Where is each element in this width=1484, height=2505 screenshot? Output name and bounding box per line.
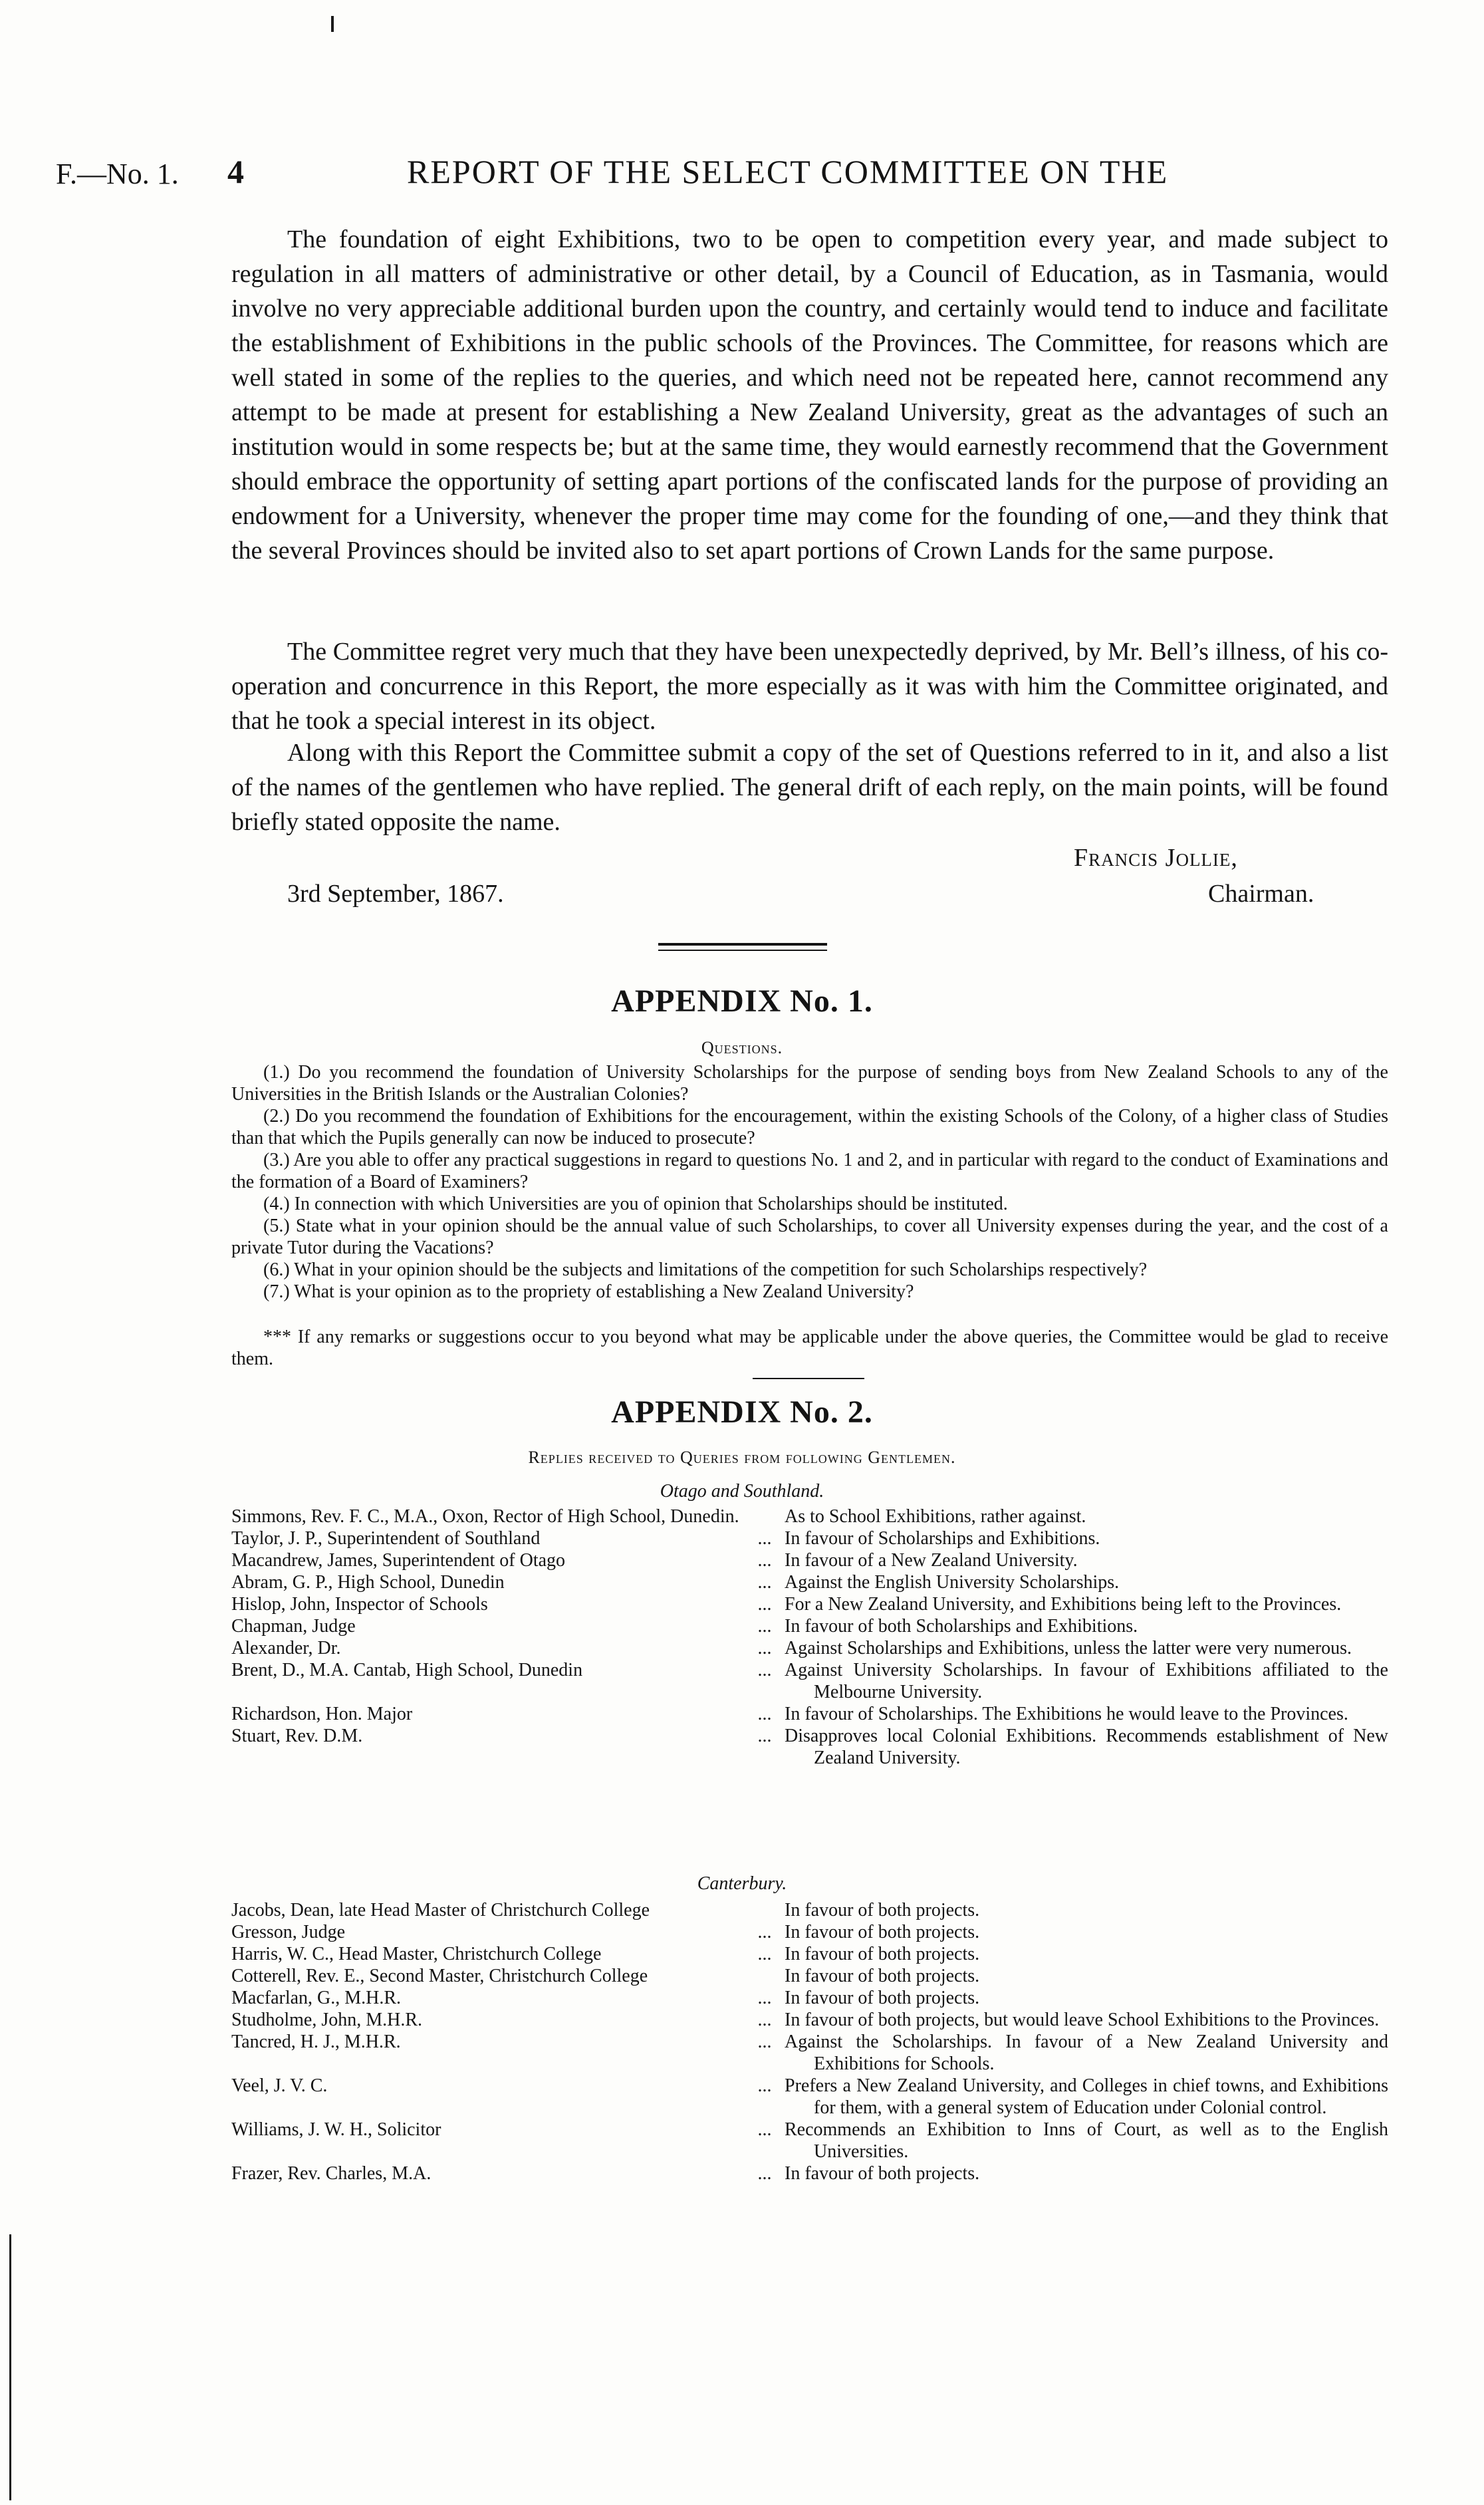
page-title: REPORT OF THE SELECT COMMITTEE ON THE [407, 153, 1169, 190]
respondent-name: Taylor, J. P., Superintendent of Southland [231, 1528, 541, 1549]
reply-summary: Prefers a New Zealand University, and Colleges in chief towns, and Exhibitions for them, with a general system of Education under Colonial control. [785, 2075, 1388, 2118]
reply-summary: In favour of a New Zealand University. [785, 1550, 1078, 1571]
leader-dots: ... [757, 1572, 772, 1593]
reply-summary: In favour of Scholarships and Exhibitions. [785, 1528, 1100, 1549]
leader-dots: ... [757, 1594, 772, 1615]
reply-summary: In favour of both projects. [785, 1900, 980, 1920]
leader-dots: ... [757, 1660, 772, 1680]
body-paragraph-1: The foundation of eight Exhibitions, two to be open to competition every year, and made subject to regulation in all matters of administrative or other detail, by a Council of Education, as in Tasmania, would involve no very appreciable additional burden upon the country, and certainly would tend to induce and facilitate the establishment of Exhibitions in the public schools of the Provinces. The Committee, for reasons which are well stated in some of the replies to the queries, and which need not be repeated here, cannot recommend any attempt to be made at present for establishing a New Zealand University, great as the advantages of such an institution would in some respects be; but at the same time, they would earnestly recommend that the Government should embrace the opportunity of setting apart portions of the confiscated lands for the purpose of providing an endowment for a University, whenever the proper time may come for the founding of one,—and they think that the several Provinces should be invited also to set apart portions of Crown Lands for the same purpose. [231, 225, 1388, 565]
body-paragraph-2: The Committee regret very much that they have been unexpectedly deprived, by Mr. Bell’s illness, of his co-operation and concurrence in this Report, the more especially as it was with him the Committee originated, and that he took a special interest in its object. [231, 638, 1388, 735]
respondent-name: Veel, J. V. C. [231, 2075, 328, 2096]
leader-dots: ... [757, 1616, 772, 1637]
reply-summary: In favour of both Scholarships and Exhibitions. [785, 1616, 1138, 1637]
reply-summary: In favour of both projects. [785, 1966, 980, 1986]
respondent-name: Jacobs, Dean, late Head Master of Christchurch College [231, 1900, 650, 1920]
leader-dots: ... [757, 1944, 772, 1964]
respondent-name: Tancred, H. J., M.H.R. [231, 2032, 401, 2052]
leader-dots: ... [757, 1988, 772, 2008]
respondent-name: Hislop, John, Inspector of Schools [231, 1594, 488, 1615]
appendix-2-title: APPENDIX No. 2. [611, 1394, 873, 1430]
respondent-name: Cotterell, Rev. E., Second Master, Christchurch College [231, 1966, 648, 1986]
leader-dots: ... [757, 1550, 772, 1571]
reply-summary: As to School Exhibitions, rather against. [785, 1506, 1086, 1527]
respondent-name: Studholme, John, M.H.R. [231, 2010, 423, 2030]
double-rule-bottom [658, 950, 827, 951]
reply-summary: In favour of both projects, but would leave School Exhibitions to the Provinces. [785, 2010, 1380, 2030]
body-paragraph-3: Along with this Report the Committee submit a copy of the set of Questions referred to in it, and also a list of the names of the gentlemen who have replied. The general drift of each reply, on the main points, will be found briefly stated opposite the name. [231, 739, 1388, 836]
questions-list [231, 1061, 1388, 1303]
appendix-1-title: APPENDIX No. 1. [611, 984, 873, 1019]
reply-summary: Against Scholarships and Exhibitions, unless the latter were very numerous. [785, 1638, 1352, 1658]
respondent-name: Stuart, Rev. D.M. [231, 1726, 363, 1746]
reply-summary: Against the English University Scholarships. [785, 1572, 1120, 1593]
replies-list [231, 1506, 1388, 1769]
reply-entry [231, 2119, 1388, 2163]
leader-dots: ... [757, 1726, 772, 1746]
reply-entry [231, 1593, 1388, 1615]
reply-summary: In favour of both projects. [785, 1988, 980, 2008]
reply-summary: In favour of both projects. [785, 1922, 980, 1942]
respondent-name: Frazer, Rev. Charles, M.A. [231, 2163, 432, 2184]
question-item: (3.) Are you able to offer any practical suggestions in regard to questions No. 1 and 2, and in particular with regard to the conduct of Examinations and the formation of a Board of Examiners? [231, 1150, 1388, 1192]
leader-dots: ... [757, 2032, 772, 2052]
question-item: (6.) What in your opinion should be the subjects and limitations of the competition for such Scholarships respectively? [263, 1259, 1148, 1280]
page-number: 4 [227, 153, 244, 190]
reply-entry [231, 2031, 1388, 2075]
questions-note: *** If any remarks or suggestions occur to you beyond what may be applicable under the above queries, the Committee would be glad to receive them. [231, 1327, 1388, 1369]
reply-entry [231, 1725, 1388, 1769]
respondent-name: Gresson, Judge [231, 1922, 346, 1942]
leader-dots: ... [757, 1528, 772, 1549]
respondent-name: Abram, G. P., High School, Dunedin [231, 1572, 505, 1593]
region-heading: Canterbury. [697, 1873, 787, 1894]
reply-entry [231, 1899, 1388, 1921]
scan-mark-top [331, 16, 334, 32]
reply-summary: In favour of Scholarships. The Exhibitions he would leave to the Provinces. [785, 1704, 1348, 1724]
reply-summary: Recommends an Exhibition to Inns of Court, as well as to the English Universities. [785, 2119, 1388, 2162]
question-item: (4.) In connection with which Universities are you of opinion that Scholarships should be instituted. [263, 1194, 1008, 1214]
question-item: (5.) State what in your opinion should be the annual value of such Scholarships, to cover all University expenses during the year, and the cost of a private Tutor during the Vacations? [231, 1216, 1388, 1258]
respondent-name: Williams, J. W. H., Solicitor [231, 2119, 441, 2140]
respondent-name: Macandrew, James, Superintendent of Otago [231, 1550, 566, 1571]
reply-summary: For a New Zealand University, and Exhibitions being left to the Provinces. [785, 1594, 1342, 1615]
reply-entry [231, 1571, 1388, 1593]
signature-title: Chairman. [1208, 880, 1314, 908]
signature-date: 3rd September, 1867. [287, 880, 504, 908]
reply-entry [231, 1615, 1388, 1637]
signature-name: Francis Jollie, [1074, 844, 1238, 872]
double-rule-top [658, 943, 827, 946]
reply-summary: Disapproves local Colonial Exhibitions. Recommends establishment of New Zealand University. [785, 1726, 1388, 1768]
reply-summary: In favour of both projects. [785, 1944, 980, 1964]
replies-heading: Replies received to Queries from following Gentlemen. [528, 1448, 956, 1467]
reply-entry [231, 2009, 1388, 2031]
question-item: (7.) What is your opinion as to the propriety of establishing a New Zealand University? [263, 1281, 914, 1302]
questions-heading: Questions. [701, 1038, 783, 1057]
question-item: (1.) Do you recommend the foundation of University Scholarships for the purpose of sending boys from New Zealand Schools to any of the Universities in the British Islands or the Australian Colonies? [231, 1062, 1388, 1105]
leader-dots: ... [757, 2075, 772, 2096]
reply-entry [231, 1987, 1388, 2009]
reply-summary: In favour of both projects. [785, 2163, 980, 2184]
replies-list [231, 1899, 1388, 2184]
section-divider [753, 1378, 864, 1379]
leader-dots: ... [757, 2010, 772, 2030]
reply-entry [231, 1943, 1388, 1965]
reply-entry [231, 1506, 1388, 1527]
reply-entry [231, 2075, 1388, 2119]
question-item: (2.) Do you recommend the foundation of Exhibitions for the encouragement, within the existing Schools of the Colony, of a higher class of Studies than that which the Pupils generally can now be induced to prosecute? [231, 1106, 1388, 1148]
respondent-name: Brent, D., M.A. Cantab, High School, Dunedin [231, 1660, 583, 1680]
reply-entry [231, 1637, 1388, 1659]
reply-entry [231, 1527, 1388, 1549]
respondent-name: Macfarlan, G., M.H.R. [231, 1988, 402, 2008]
reply-entry [231, 2163, 1388, 2184]
respondent-name: Richardson, Hon. Major [231, 1704, 413, 1724]
respondent-name: Alexander, Dr. [231, 1638, 341, 1658]
reply-entry [231, 1549, 1388, 1571]
reply-entry [231, 1921, 1388, 1943]
region-heading: Otago and Southland. [660, 1481, 824, 1502]
leader-dots: ... [757, 2163, 772, 2184]
reply-entry [231, 1965, 1388, 1987]
respondent-name: Harris, W. C., Head Master, Christchurch College [231, 1944, 602, 1964]
reply-summary: Against the Scholarships. In favour of a New Zealand University and Exhibitions for Schools. [785, 2032, 1388, 2074]
leader-dots: ... [757, 1638, 772, 1658]
reply-entry [231, 1703, 1388, 1725]
reply-entry [231, 1659, 1388, 1703]
respondent-name: Simmons, Rev. F. C., M.A., Oxon, Rector of High School, Dunedin. [231, 1506, 739, 1527]
scan-line-left [9, 2234, 11, 2500]
leader-dots: ... [757, 1922, 772, 1942]
paper-reference: F.—No. 1. [56, 158, 179, 190]
respondent-name: Chapman, Judge [231, 1616, 356, 1637]
reply-summary: Against University Scholarships. In favour of Exhibitions affiliated to the Melbourne University. [785, 1660, 1388, 1702]
leader-dots: ... [757, 2119, 772, 2140]
leader-dots: ... [757, 1704, 772, 1724]
